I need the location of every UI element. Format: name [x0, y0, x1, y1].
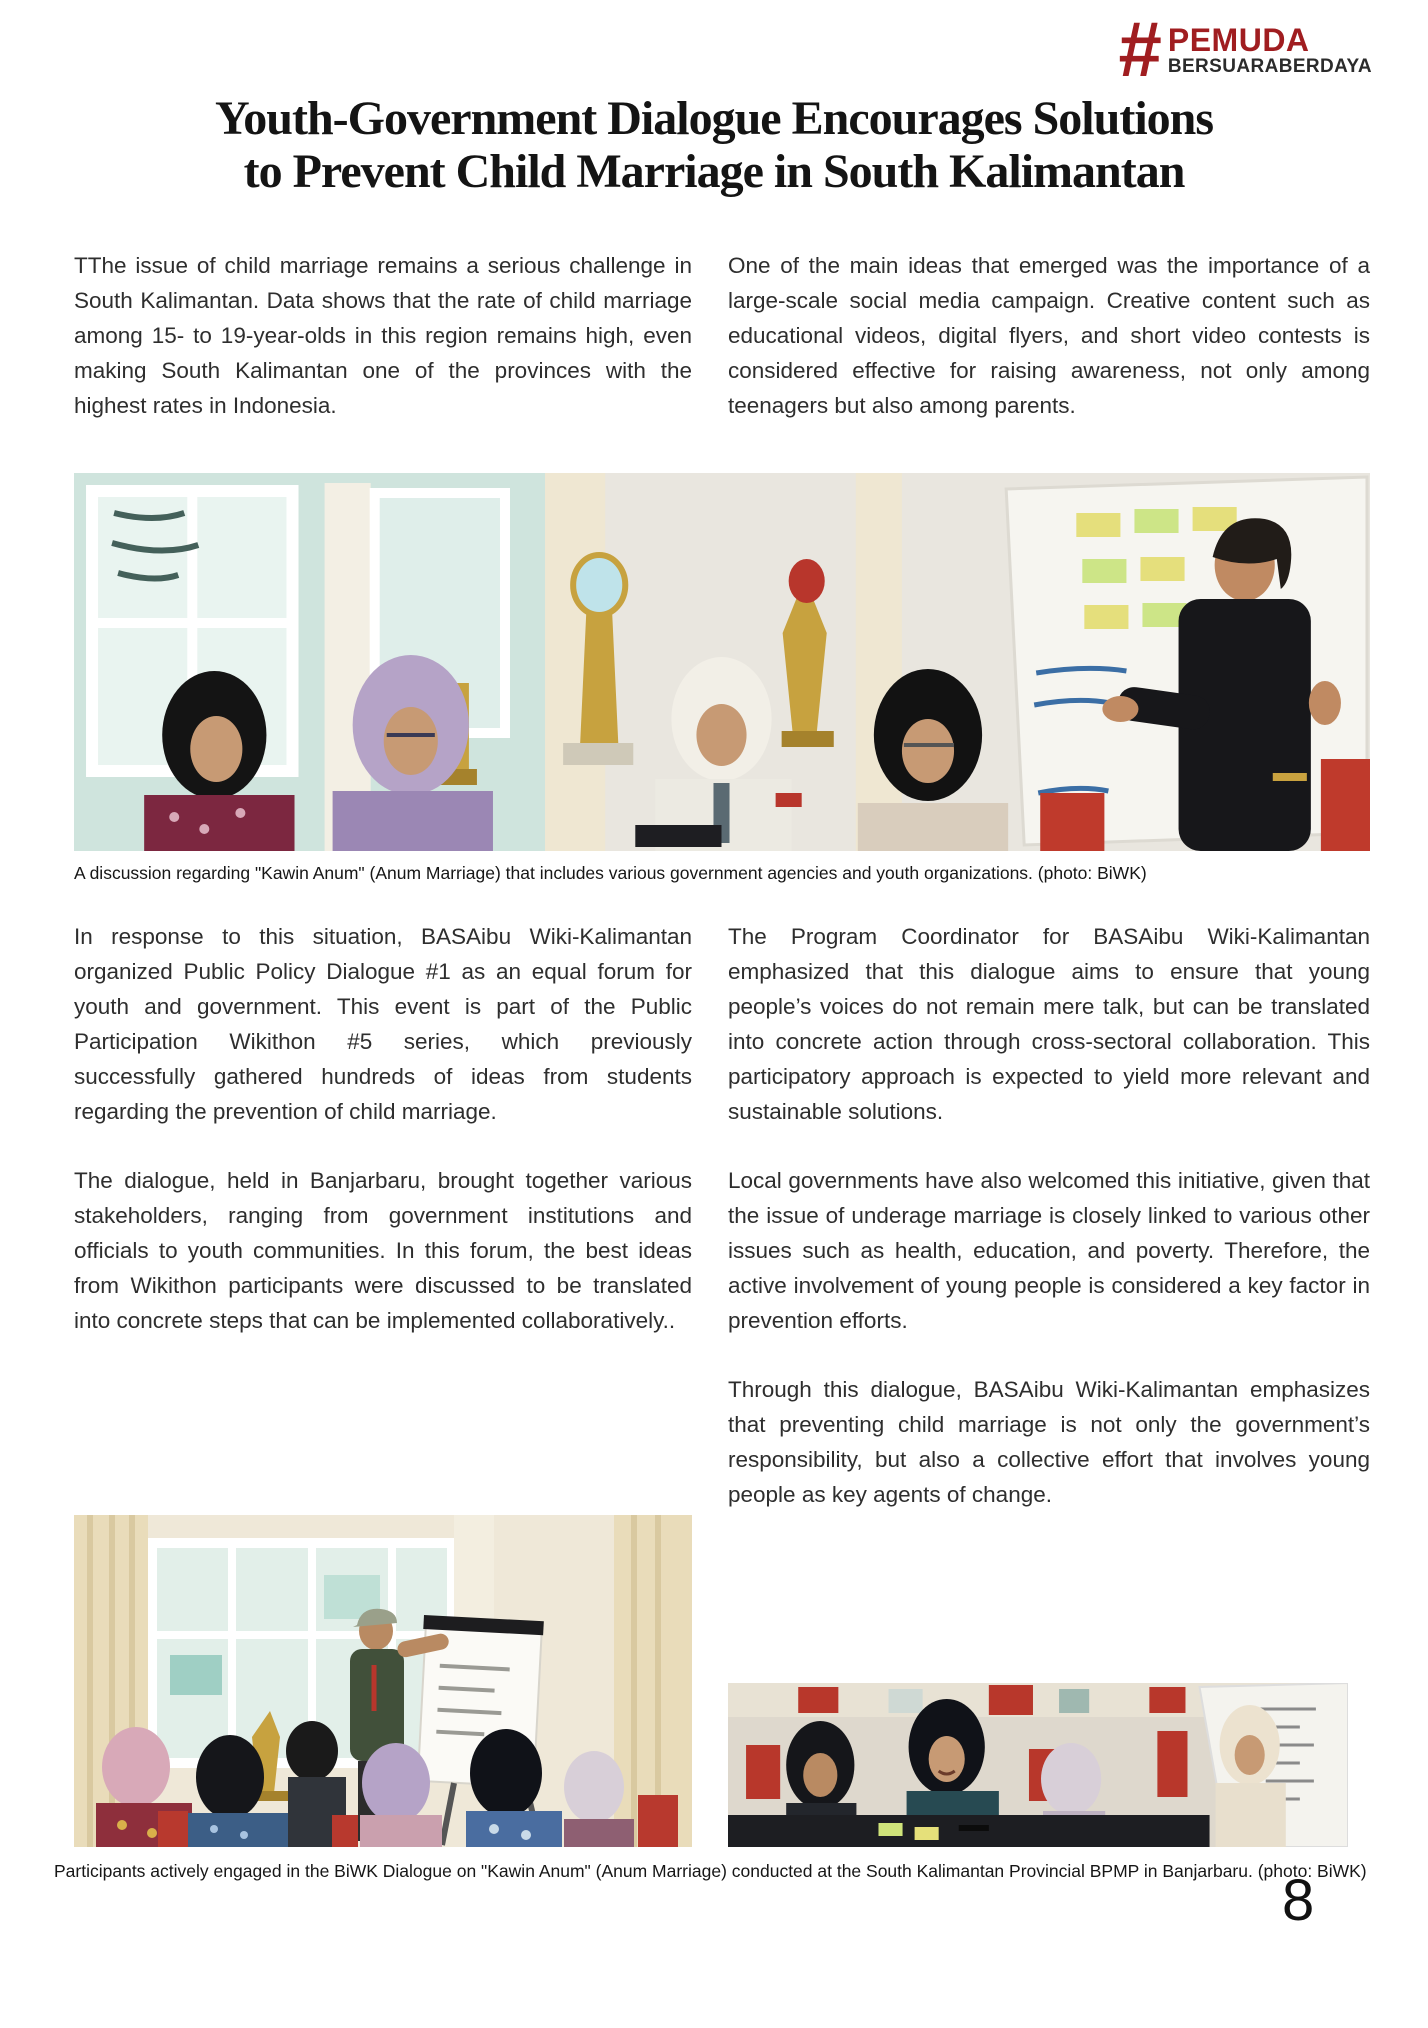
- intro-right-paragraph: One of the main ideas that emerged was the importance of a large-scale social media campaign. Creative content such as educational videos, digital flyers, and short video contests is considered effective for raising awareness, not only among teenagers but also among parents.: [728, 253, 1370, 418]
- logo-title: PEMUDA: [1167, 22, 1310, 58]
- discussion-photo: [74, 473, 1370, 851]
- intro-left-paragraph: TThe issue of child marriage remains a serious challenge in South Kalimantan. Data shows that the rate of child marriage among 15- to 19-year-olds in this region remains high, even making South Kalimantan one of the provinces with the highest rates in Indonesia.: [74, 253, 692, 418]
- page-number: 8: [1282, 1868, 1315, 1933]
- headline-line-1: Youth-Government Dialogue Encourages Solutions: [214, 92, 1214, 145]
- headline-line-2: to Prevent Child Marriage in South Kalimantan: [243, 145, 1185, 198]
- body-right-paragraph-2: Local governments have also welcomed this initiative, given that the issue of underage marriage is closely linked to various other issues such as health, education, and poverty. Therefore, the active involvement of young people is considered a key factor in prevention efforts.: [728, 1167, 1370, 1333]
- body-right-paragraph-1: The Program Coordinator for BASAibu Wiki-Kalimantan emphasized that this dialogue aims to ensure that young people’s voices do not remain mere talk, but can be translated into concrete action through cross-sectoral collaboration. This participatory approach is expected to yield more relevant and sustainable solutions.: [728, 923, 1370, 1124]
- photo-caption-1: A discussion regarding "Kawin Anum" (Anum Marriage) that includes various government agencies and youth organizations. (photo: BiWK): [74, 863, 1147, 883]
- flipchart-photo: [74, 1515, 692, 1847]
- hashtag-icon: #: [1118, 5, 1160, 93]
- body-right-paragraph-3: Through this dialogue, BASAibu Wiki-Kalimantan emphasizes that preventing child marriage is not only the government’s responsibility, but also a collective effort that involves young people as key agents of change.: [728, 1376, 1370, 1507]
- photo-caption-2: Participants actively engaged in the BiWK Dialogue on "Kawin Anum" (Anum Marriage) conducted at the South Kalimantan Provincial BPMP in Banjarbaru. (photo: BiWK): [54, 1860, 1367, 1881]
- body-left-paragraph-2: The dialogue, held in Banjarbaru, brought together various stakeholders, ranging from government institutions and officials to youth communities. In this forum, the best ideas from Wikithon participants were discussed to be translated into concrete steps that can be implemented collaboratively..: [74, 1167, 692, 1333]
- logo-subtitle: BERSUARABERDAYA: [1167, 56, 1372, 77]
- pemuda-logo: [1118, 5, 1372, 93]
- body-left-paragraph-1: In response to this situation, BASAibu Wiki-Kalimantan organized Public Policy Dialogue #1 as an equal forum for youth and government. This event is part of the Public Participation Wikithon #5 series, which previously successfully gathered hundreds of ideas from students regarding the prevention of child marriage.: [74, 923, 692, 1124]
- participants-photo: [728, 1683, 1348, 1847]
